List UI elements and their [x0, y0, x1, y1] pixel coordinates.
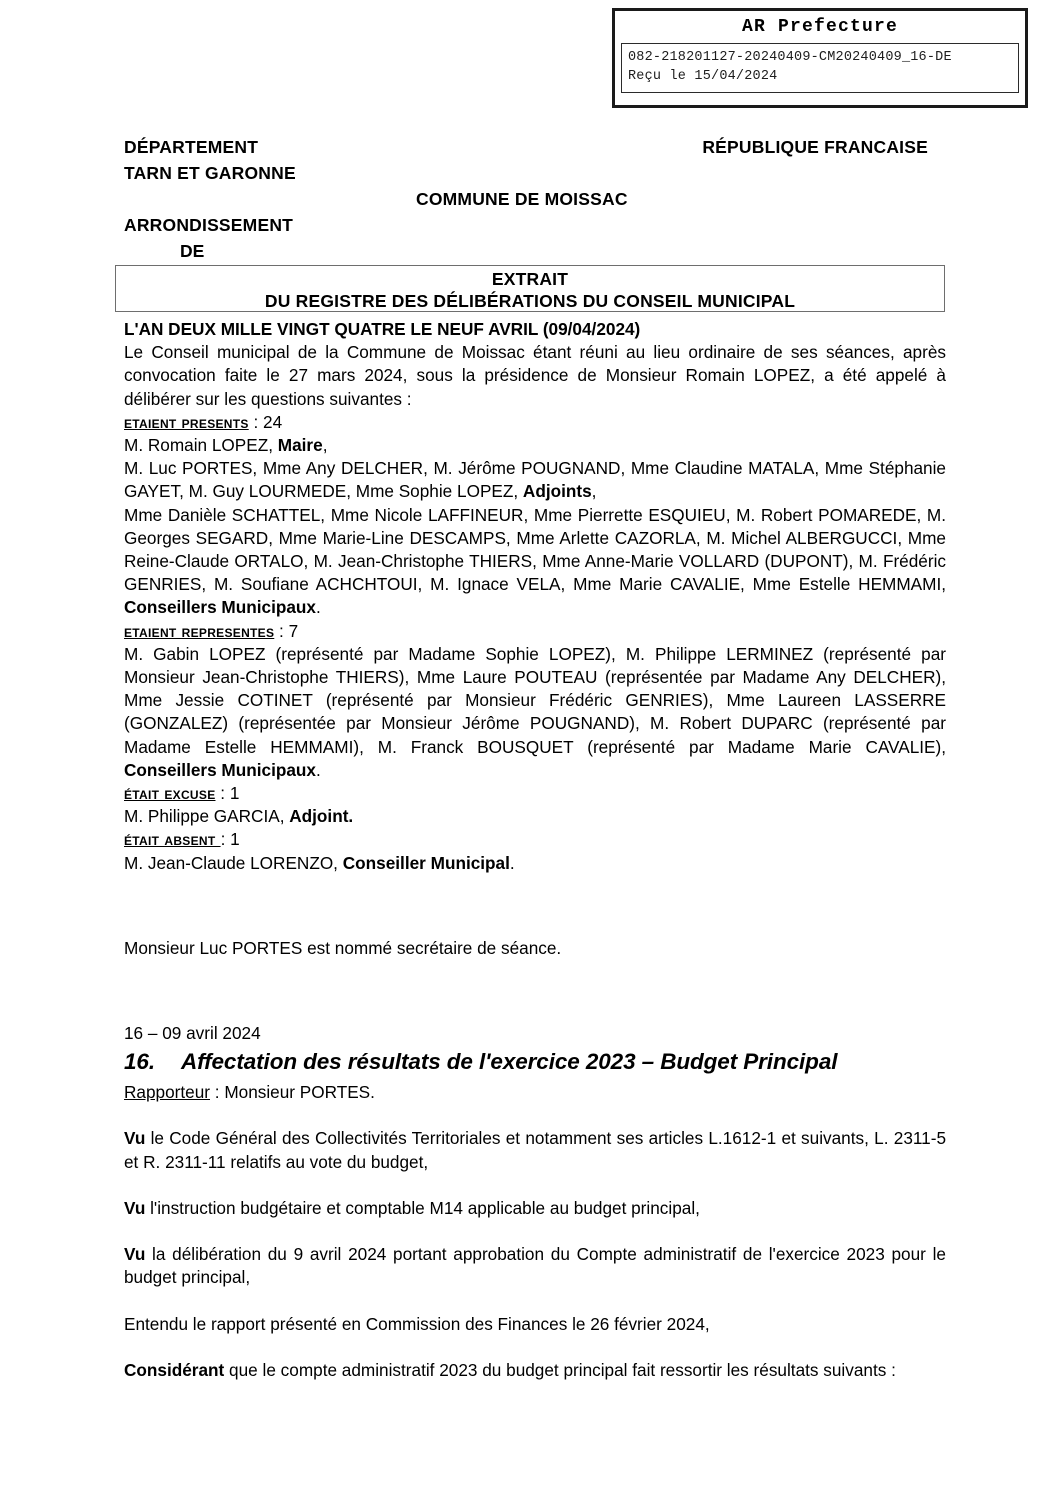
consideration-text: le Code Général des Collectivités Territoriales et notamment ses articles L.1612-1 et suivants, L. 2311-5 et R. 2311-11 relatifs au vote du budget, [124, 1128, 946, 1172]
absent-name: M. Jean-Claude LORENZO, [124, 852, 343, 873]
departement-label: DÉPARTEMENT [124, 137, 259, 157]
spacer-before-deliberation [124, 960, 946, 1022]
consideration-paragraph [124, 1127, 946, 1173]
excuse-count: 1 [229, 783, 240, 804]
representes-count: 7 [288, 620, 299, 641]
absent-role: Conseiller Municipal [342, 852, 510, 873]
absent-heading [124, 828, 946, 851]
presents-count: 24 [263, 411, 283, 432]
consideration-paragraph [124, 1243, 946, 1289]
conseillers-names: Mme Danièle SCHATTEL, Mme Nicole LAFFINEUR, Mme Pierrette ESQUIEU, M. Robert POMAREDE, M. Georges SEGARD, Mme Marie-Line DESCAMPS, Mme Arlette CAZORLA, M. Michel ALBERGUCCI, Mme Reine-Claude ORTALO, M. Jean-Christophe THIERS, Mme Anne-Marie VOLLARD (DUPONT), M. Frédéric GENRIES, M. Soufiane ACHCHTOUI, M. Ignace VELA, Mme Marie CAVALIE, Mme Estelle HEMMAMI, [124, 504, 946, 595]
absent-separator: : [220, 829, 231, 850]
ar-stamp-received-date: Reçu le 15/04/2024 [628, 69, 778, 85]
arrondissement-label: ARRONDISSEMENT [124, 215, 294, 235]
extrait-line-2: DU REGISTRE DES DÉLIBÉRATIONS DU CONSEIL MUNICIPAL [264, 291, 796, 311]
absent-count: 1 [230, 829, 240, 850]
presents-maire-line [124, 434, 946, 457]
excuse-name: M. Philippe GARCIA, [124, 806, 290, 827]
republique-francaise-label: RÉPUBLIQUE FRANCAISE [702, 137, 928, 157]
deliberation-reference: 16 – 09 avril 2024 [124, 1023, 261, 1044]
rapporteur-value: : Monsieur PORTES. [210, 1082, 375, 1103]
deliberation-title [124, 1047, 946, 1077]
consideration-lead: Considérant [124, 1359, 225, 1380]
representes-separator: : [274, 620, 289, 641]
ar-stamp-reference: 082-218201127-20240409-CM20240409_16-DE [628, 49, 952, 65]
consideration-lead: Vu [124, 1244, 146, 1265]
document-body [124, 318, 946, 1382]
excuse-name-line [124, 805, 946, 828]
spacer-before-vu-3 [124, 1220, 946, 1243]
presents-conseillers-line [124, 504, 946, 620]
consideration-text: la délibération du 9 avril 2024 portant approbation du Compte administratif de l'exercice 2023 pour le budget principal, [124, 1244, 946, 1288]
presents-adjoints-line [124, 457, 946, 503]
representes-heading [124, 620, 946, 643]
excuse-separator: : [215, 783, 230, 804]
absent-line-end: . [509, 852, 515, 873]
deliberation-title-text: Affectation des résultats de l'exercice 2023 – Budget Principal [180, 1049, 838, 1075]
deliberation-number: 16. [124, 1049, 155, 1075]
adjoints-line-end: , [591, 481, 597, 502]
excuse-label: était excuse [124, 783, 216, 804]
maire-role: Maire [277, 435, 323, 456]
adjoints-role: Adjoints [522, 481, 592, 502]
extrait-title-box [115, 265, 945, 312]
excuse-heading [124, 782, 946, 805]
conseillers-role: Conseillers Municipaux [124, 597, 316, 618]
spacer-before-secretary [124, 875, 946, 937]
presents-separator: : [248, 411, 264, 432]
ar-prefecture-stamp [612, 8, 1028, 108]
spacer-before-vu-2 [124, 1174, 946, 1197]
consideration-paragraph [124, 1359, 946, 1382]
consideration-text: que le compte administratif 2023 du budget principal fait ressortir les résultats suivants : [224, 1359, 896, 1380]
presents-heading [124, 411, 946, 434]
conseillers-line-end: . [315, 597, 321, 618]
consideration-paragraph [124, 1313, 946, 1336]
session-date-heading: L'AN DEUX MILLE VINGT QUATRE LE NEUF AVRIL (09/04/2024) [124, 319, 641, 339]
convocation-paragraph: Le Conseil municipal de la Commune de Moissac étant réuni au lieu ordinaire de ses séances, après convocation faite le 27 mars 2024, sous la présidence de Monsieur Romain LOPEZ, a été appelé à délibérer sur les questions suivantes : [124, 342, 946, 409]
representes-names-line [124, 643, 946, 782]
presents-label: etaient presents [124, 411, 249, 432]
ar-stamp-details [621, 43, 1019, 93]
consideration-paragraph [124, 1197, 946, 1220]
adjoints-names: M. Luc PORTES, Mme Any DELCHER, M. Jérôme POUGNAND, Mme Claudine MATALA, Mme Stéphanie GAYET, M. Guy LOURMEDE, Mme Sophie LOPEZ, [124, 458, 946, 502]
secretary-line: Monsieur Luc PORTES est nommé secrétaire de séance. [124, 937, 562, 958]
spacer-before-entendu [124, 1290, 946, 1313]
representes-label: etaient representes [124, 620, 275, 641]
representes-role: Conseillers Municipaux [124, 759, 316, 780]
maire-name: M. Romain LOPEZ, [124, 435, 278, 456]
arrondissement-de: DE [180, 241, 205, 261]
consideration-lead: Vu [124, 1128, 146, 1149]
consideration-lead: Vu [124, 1197, 146, 1218]
absent-name-line [124, 852, 946, 875]
rapporteur-line [124, 1081, 946, 1104]
header-row-departement [124, 134, 944, 160]
header-row-arrondissement [124, 212, 944, 238]
representes-line-end: . [315, 759, 321, 780]
header-row-tarn-et-garonne [124, 160, 944, 186]
ar-stamp-title: AR Prefecture [741, 17, 899, 37]
consideration-text: Entendu le rapport présenté en Commission des Finances le 26 février 2024, [124, 1313, 710, 1334]
commune-name: COMMUNE DE MOISSAC [416, 189, 628, 209]
spacer-before-vu-1 [124, 1104, 946, 1127]
departement-name: TARN ET GARONNE [124, 163, 296, 183]
maire-line-end: , [322, 435, 328, 456]
consideration-text: l'instruction budgétaire et comptable M14 applicable au budget principal, [145, 1197, 700, 1218]
spacer-before-considerant [124, 1336, 946, 1359]
representes-names: M. Gabin LOPEZ (représenté par Madame Sophie LOPEZ), M. Philippe LERMINEZ (représenté par Monsieur Jean-Christophe THIERS), Mme Laure POUTEAU (représentée par Madame Any DELCHER), Mme Jessie COTINET (représenté par Monsieur Frédéric GENRIES), Mme Laureen LASSERRE (GONZALEZ) (représentée par Monsieur Jérôme POUGNAND), M. Robert DUPARC (représenté par Madame Estelle HEMMAMI), M. Franck BOUSQUET (représenté par Madame Marie CAVALIE), [124, 643, 946, 757]
rapporteur-label: Rapporteur [124, 1082, 210, 1103]
absent-label: était absent [124, 829, 221, 850]
header-row-commune [124, 186, 944, 212]
excuse-role: Adjoint. [289, 806, 354, 827]
extrait-line-1: EXTRAIT [491, 269, 569, 289]
